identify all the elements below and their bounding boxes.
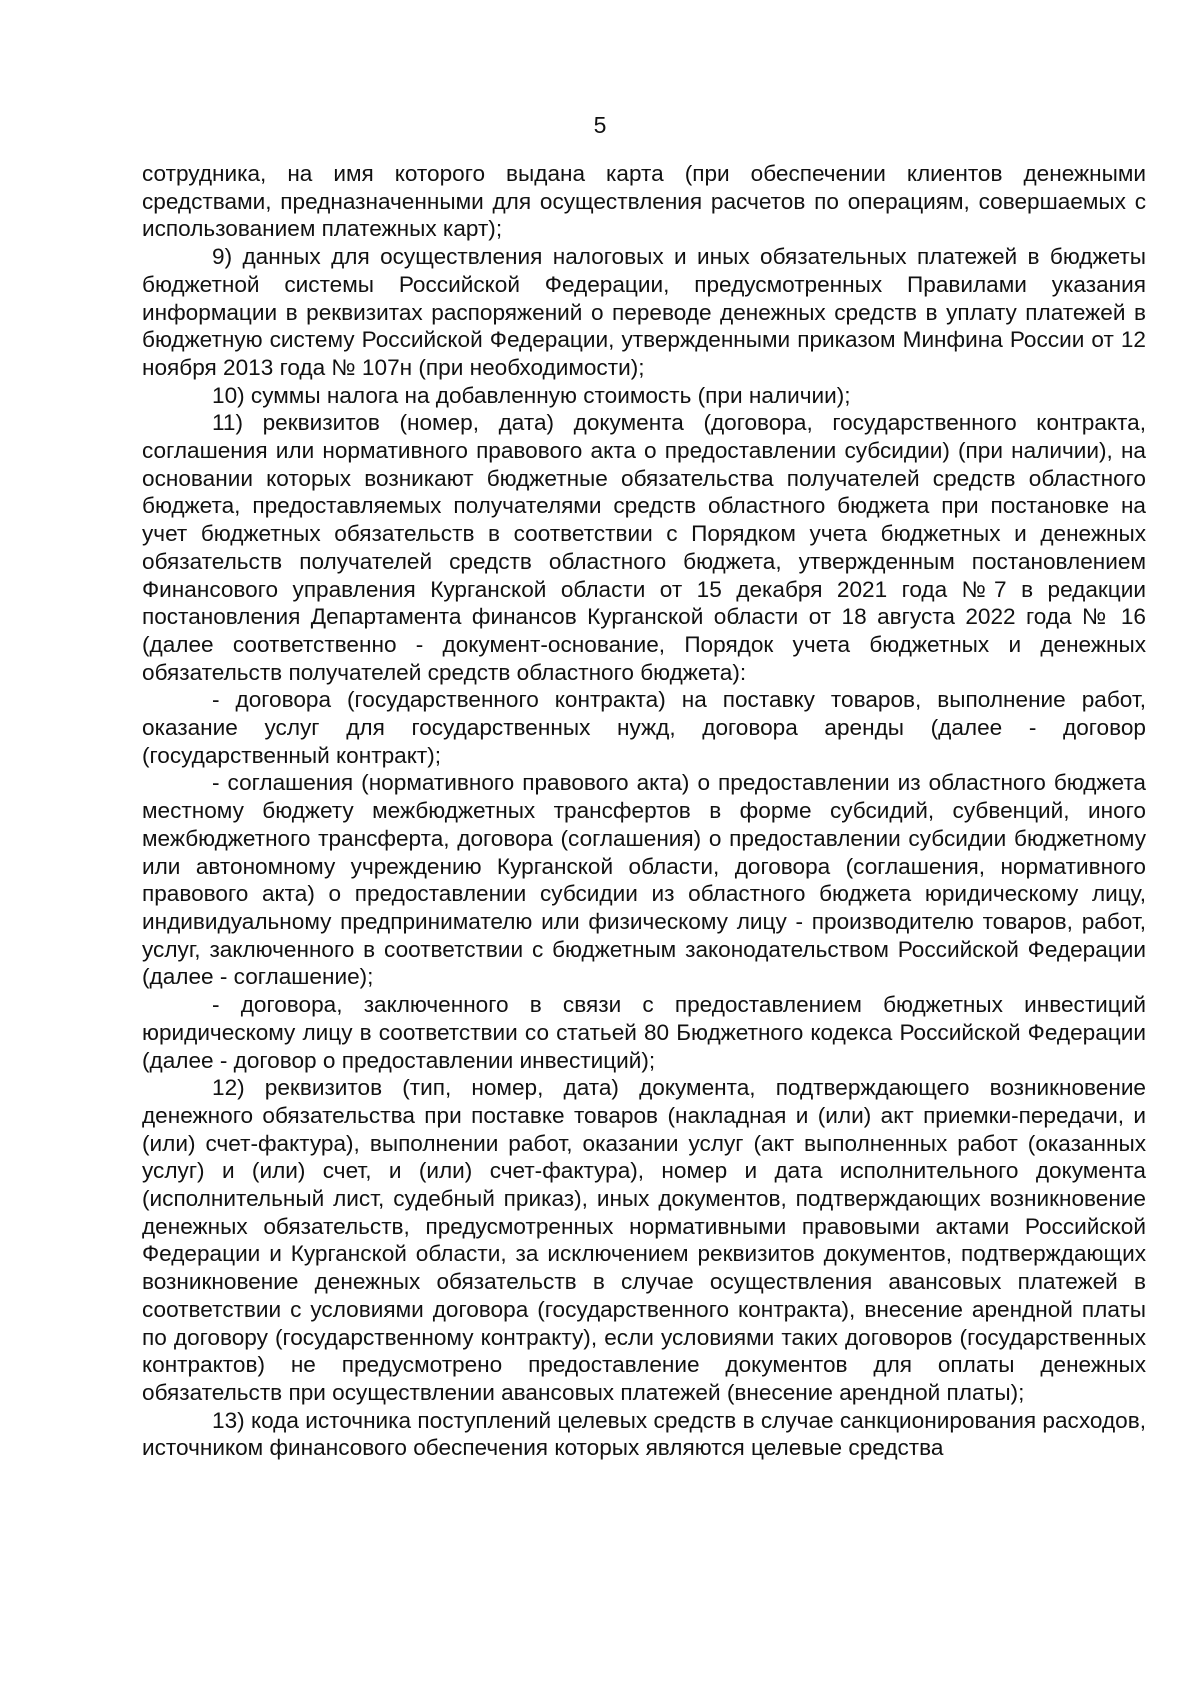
page-number: 5 xyxy=(593,112,607,138)
paragraph-card-employee: сотрудника, на имя которого выдана карта (при обеспечении клиентов денежными средствами, предназначенными для осуществления расчетов по операциям, совершаемых с использованием платежных карт); xyxy=(142,161,1146,242)
paragraph-item-11-agreement: - соглашения (нормативного правового акта) о предоставлении из областного бюджета местному бюджету межбюджетных трансфертов в форме субсидий, субвенций, иного межбюджетного трансферта, договора (соглашения) о предоставлении субсидии бюджетному или автономному учреждению Курганской области, договора (соглашения, нормативного правового акта) о предоставлении субсидии из областного бюджета юридическому лицу, индивидуальному предпринимателю или физическому лицу - производителю товаров, работ, услуг, заключенного в соответствии с бюджетным законодательством Российской Федерации (далее - соглашение); xyxy=(142,770,1146,990)
paragraph-item-11-contract: - договора (государственного контракта) на поставку товаров, выполнение работ, оказание услуг для государственных нужд, договора аренды (далее - договор (государственный контракт); xyxy=(142,687,1146,768)
paragraph-item-11: 11) реквизитов (номер, дата) документа (договора, государственного контракта, соглашения или нормативного правового акта о предоставлении субсидии) (при наличии), на основании которых возникают бюджетные обязательства получателей средств областного бюджета, предоставляемых получателями средств областного бюджета при постановке на учет бюджетных обязательств в соответствии с Порядком учета бюджетных и денежных обязательств получателей средств областного бюджета, утвержденным постановлением Финансового управления Курганской области от 15 декабря 2021 года №7 в редакции постановления Департамента финансов Курганской области от 18 августа 2022 года № 16 (далее соответственно - документ-основание, Порядок учета бюджетных и денежных обязательств получателей средств областного бюджета): xyxy=(142,410,1146,685)
paragraph-item-9: 9) данных для осуществления налоговых и иных обязательных платежей в бюджеты бюджетной системы Российской Федерации, предусмотренных Правилами указания информации в реквизитах распоряжений о переводе денежных средств в уплату платежей в бюджетную систему Российской Федерации, утвержденными приказом Минфина России от 12 ноября 2013 года № 107н (при необходимости); xyxy=(142,244,1146,380)
paragraph-item-13: 13) кода источника поступлений целевых средств в случае санкционирования расходов, источником финансового обеспечения которых являются целевые средства xyxy=(142,1407,1146,1461)
document-body xyxy=(142,160,1146,1462)
paragraph-item-12: 12) реквизитов (тип, номер, дата) документа, подтверждающего возникновение денежного обязательства при поставке товаров (накладная и (или) акт приемки-передачи, и (или) счет-фактура), выполнении работ, оказании услуг (акт выполненных работ (оказанных услуг) и (или) счет, и (или) счет-фактура), номер и дата исполнительного документа (исполнительный лист, судебный приказ), иных документов, подтверждающих возникновение денежных обязательств, предусмотренных нормативными правовыми актами Российской Федерации и Курганской области, за исключением реквизитов документов, подтверждающих возникновение денежных обязательств в случае осуществления авансовых платежей в соответствии с условиями договора (государственного контракта), внесение арендной платы по договору (государственному контракту), если условиями таких договоров (государственных контрактов) не предусмотрено предоставление документов для оплаты денежных обязательств при осуществлении авансовых платежей (внесение арендной платы); xyxy=(142,1075,1146,1405)
paragraph-item-11-investment: - договора, заключенного в связи с предоставлением бюджетных инвестиций юридическому лицу в соответствии со статьей 80 Бюджетного кодекса Российской Федерации (далее - договор о предоставлении инвестиций); xyxy=(142,992,1146,1073)
paragraph-item-10: 10) суммы налога на добавленную стоимость (при наличии); xyxy=(212,382,851,408)
